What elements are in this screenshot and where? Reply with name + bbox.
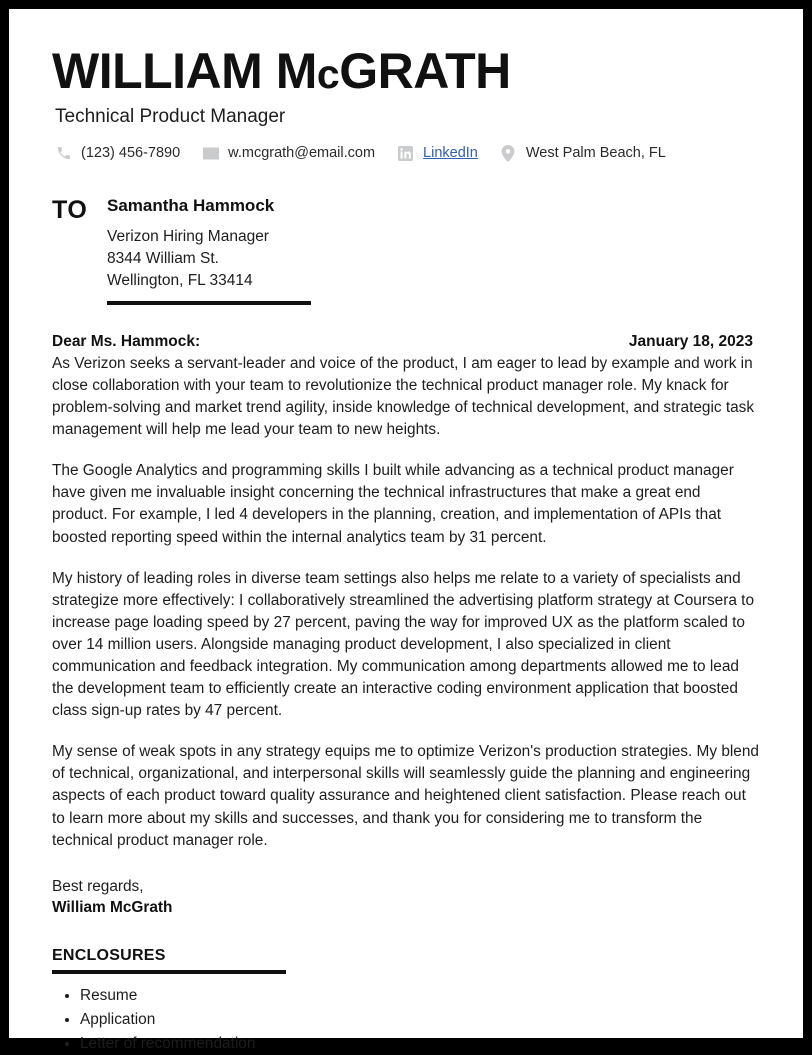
letter-date: January 18, 2023 [628, 332, 753, 350]
contact-phone-value: (123) 456-7890 [81, 145, 181, 161]
candidate-name-small-c: c [316, 51, 340, 97]
envelope-icon [202, 145, 219, 162]
signature-name: William McGrath [52, 899, 173, 917]
letter-closing [52, 876, 760, 919]
contact-item-location [500, 145, 666, 162]
recipient-to-label: TO [52, 195, 88, 224]
recipient-divider [107, 301, 311, 305]
salutation: Dear Ms. Hammock: [52, 332, 201, 350]
recipient-company-line: Verizon Hiring Manager [107, 227, 269, 245]
cover-letter-page [9, 9, 803, 1053]
recipient-details [107, 196, 760, 305]
candidate-name [52, 45, 760, 98]
recipient-city-line: Wellington, FL 33414 [107, 271, 253, 289]
contact-row [55, 145, 760, 162]
contact-item-email [202, 145, 375, 162]
recipient-street-line: 8344 William St. [107, 249, 219, 267]
enclosure-item: • Application [80, 1009, 760, 1031]
letter-header [52, 9, 760, 128]
contact-item-phone [55, 145, 180, 162]
contact-location-value: West Palm Beach, FL [525, 145, 666, 161]
salutation-row [52, 333, 760, 351]
location-pin-icon [500, 145, 517, 162]
linkedin-icon [397, 145, 414, 162]
enclosures-divider [52, 970, 286, 974]
recipient-block [52, 196, 760, 305]
enclosures-heading: ENCLOSURES [52, 947, 166, 965]
recipient-name: Samantha Hammock [107, 195, 275, 215]
letter-paragraph: As Verizon seeks a servant-leader and voice of the product, I am eager to lead by example and work in close collaboration with your team to revolutionize the technical product manager role. My knack for problem-solving and market trend agility, inside knowledge of technical development, and strategic task management will help me lead your team to new heights. [52, 354, 755, 439]
letter-paragraph: The Google Analytics and programming skills I built while advancing as a technical product manager have given me invaluable insight concerning the technical infrastructures that make a great end product. For example, I led 4 developers in the planning, creation, and implementation of APIs that boosted reporting speed within the internal analytics team by 31 percent. [52, 462, 734, 546]
contact-item-linkedin[interactable] [397, 145, 478, 162]
contact-email-value: w.mcgrath@email.com [228, 145, 376, 161]
enclosures-section [52, 947, 760, 1055]
candidate-name-prefix: WILLIAM M [52, 43, 317, 99]
enclosure-item: • Letter of recommendation [80, 1033, 760, 1055]
letter-paragraph: My sense of weak spots in any strategy equips me to optimize Verizon's production strategies. My blend of technical, organizational, and interpersonal skills will seamlessly guide the planning and engineering aspects of each product toward quality assurance and heightened client satisfaction. Please reach out to learn more about my skills and successes, and thank you for considering me to transform the technical product manager role. [52, 743, 759, 849]
candidate-job-title: Technical Product Manager [55, 105, 286, 127]
phone-icon [55, 145, 72, 162]
enclosure-item: • Resume [80, 985, 760, 1007]
candidate-name-suffix: GRATH [339, 43, 511, 99]
letter-body [52, 353, 760, 852]
contact-linkedin-link[interactable]: LinkedIn [423, 145, 478, 161]
enclosures-list [52, 985, 760, 1055]
closing-phrase: Best regards, [52, 877, 144, 895]
letter-paragraph: My history of leading roles in diverse team settings also helps me relate to a variety of specialists and strategize more effectively: I collaboratively streamlined the advertising platform strategy at Coursera to increase page loading speed by 27 percent, paving the way for improved UX as the platform scaled to over 14 million users. Alongside managing product development, I also specialized in client communication and feedback integration. My communication among departments allowed me to lead the development team to efficiently create an interactive coding environment application that boosted class sign-up rates by 47 percent. [52, 569, 755, 720]
